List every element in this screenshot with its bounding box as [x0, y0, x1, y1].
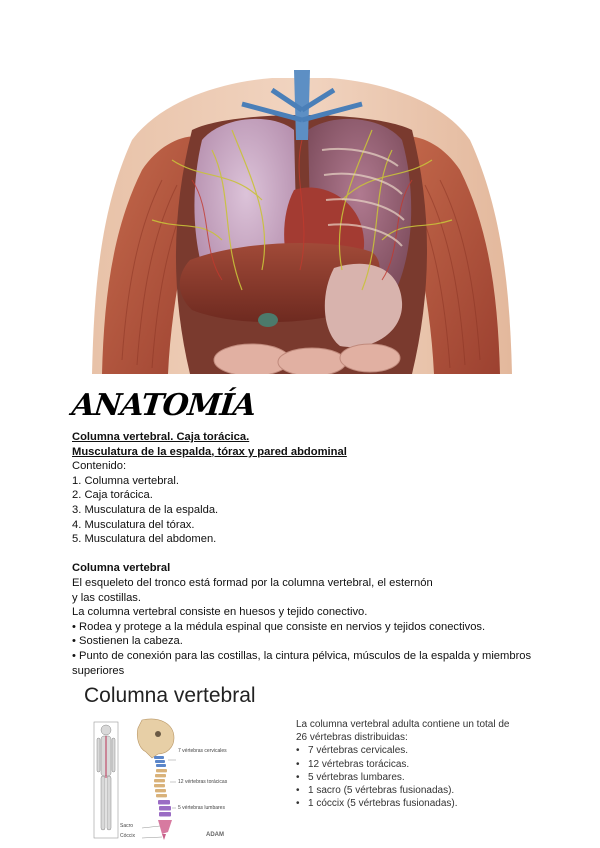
content-block [72, 430, 542, 678]
label-thoracic: 12 vértebras torácicas [178, 779, 228, 785]
header-line-2: Musculatura de la espalda, tórax y pared abdominal [72, 445, 347, 458]
vertebrae-item: • 7 vértebras cervicales. [308, 744, 536, 757]
contents-item: 2. Caja torácica. [72, 489, 153, 502]
info-line: La columna vertebral adulta contiene un total de [296, 719, 510, 730]
vertebrae-item: • 1 sacro (5 vértebras fusionadas). [308, 784, 536, 797]
torso-anatomy-illustration [72, 70, 530, 374]
vertebrae-item: • 1 cóccix (5 vértebras fusionadas). [308, 797, 536, 810]
header-line-1: Columna vertebral. Caja torácica. [72, 431, 250, 443]
spine-figure [92, 716, 272, 844]
contents-item: 1. Columna vertebral. [72, 474, 179, 487]
contents-item: 5. Musculatura del abdomen. [72, 533, 217, 546]
paragraph-line: y las costillas. [72, 591, 142, 604]
label-coccyx: Cóccix [120, 833, 136, 839]
slide-title: Columna vertebral [84, 684, 256, 707]
section-heading: Columna vertebral [72, 562, 171, 575]
vertebrae-item: • 12 vértebras torácicas. [308, 758, 536, 771]
label-lumbar: 5 vértebras lumbares [178, 805, 225, 811]
adam-logo: ADAM [206, 832, 224, 838]
info-line: 26 vértebras distribuidas: [296, 732, 408, 744]
vertebrae-item: • 5 vértebras lumbares. [308, 771, 536, 784]
spine-info [296, 718, 536, 810]
vertebrae-list [296, 744, 536, 810]
bullet-continuation: superiores [72, 664, 125, 677]
paragraph-line: La columna vertebral consiste en huesos y tejido conectivo. [72, 606, 368, 619]
bullet-item: • Sostienen la cabeza. [72, 635, 183, 648]
label-cervical: 7 vértebras cervicales [178, 748, 227, 754]
contents-item: 3. Musculatura de la espalda. [72, 503, 219, 516]
label-sacrum: Sacro [120, 823, 134, 829]
contents-item: 4. Musculatura del tórax. [72, 518, 195, 531]
bullet-item: • Punto de conexión para las costillas, la cintura pélvica, músculos de la espalda y miembros [72, 649, 532, 662]
bullet-item: • Rodea y protege a la médula espinal que consiste en nervios y tejidos conectivos. [72, 620, 486, 633]
contents-label: Contenido: [72, 460, 127, 473]
torso-anatomy-image [72, 70, 530, 374]
paragraph-line: El esqueleto del tronco está formad por la columna vertebral, el esternón [72, 576, 433, 589]
page-title: ANATOMÍA [70, 388, 258, 423]
